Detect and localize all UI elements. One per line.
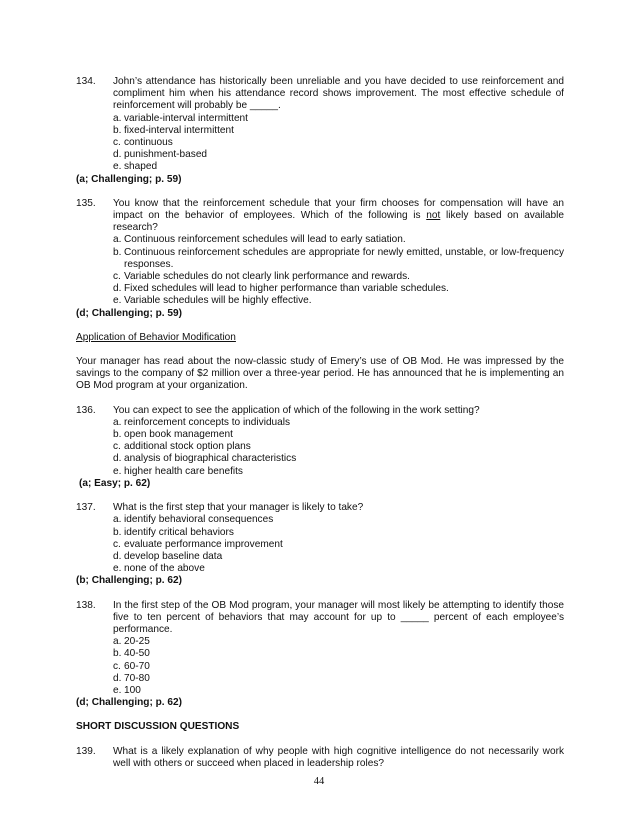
option-b [76,648,564,660]
option-text: fixed-interval intermittent [124,124,234,136]
option-letter: b. [113,648,122,660]
question-text-part: You know that the reinforcement schedule that your firm chooses for compensation will have an impact on the behavior of employees. Which of the following is [113,197,564,222]
option-text: variable-interval intermittent [124,112,248,124]
option-a [76,514,564,526]
question-number: 135. [76,197,96,209]
option-e [76,295,564,307]
option-b [76,429,564,441]
option-d [76,551,564,563]
option-text: continuous [124,137,173,149]
option-letter: e. [113,563,122,575]
emphasized-word: not [426,210,441,222]
question-text: What is a likely explanation of why people with high cognitive intelligence do not necessarily work well with others or succeed when placed in leadership roles? [113,745,564,769]
option-letter: a. [113,234,122,246]
question-text: What is the first step that your manager is likely to take? [113,502,364,514]
answer-key: (d; Challenging; p. 59) [76,307,182,319]
option-text: Fixed schedules will lead to higher performance than variable schedules. [124,283,449,295]
section-heading: Application of Behavior Modification [76,331,236,343]
option-text: 70-80 [124,672,150,684]
question-135 [76,198,564,235]
question-text: In the first step of the OB Mod program, your manager will most likely be attempting to identify those five to ten percent of behaviors that may account for up to _____ percent of each employee’s performance. [113,599,564,635]
option-text: Variable schedules do not clearly link performance and rewards. [124,271,410,283]
question-number: 137. [76,502,96,514]
question-number: 139. [76,745,96,757]
option-c [76,441,564,453]
question-139 [76,746,564,770]
option-letter: a. [113,112,122,124]
option-text: identify critical behaviors [124,526,234,538]
question-number: 136. [76,404,96,416]
page-content [76,76,564,770]
answer-key: (d; Challenging; p. 62) [76,697,182,709]
option-letter: b. [113,526,122,538]
option-a [76,113,564,125]
question-number: 134. [76,76,96,87]
option-d [76,149,564,161]
scenario-paragraph: Your manager has read about the now-classic study of Emery’s use of OB Mod. He was impressed by the savings to the company of $2 million over a three-year period. He has announced that he is implementing an OB Mod program at your organization. [76,356,564,392]
option-letter: c. [113,441,121,453]
option-e [76,563,564,575]
option-letter: d. [113,550,122,562]
question-text [113,198,564,235]
option-letter: c. [113,538,121,550]
option-letter: b. [113,246,122,258]
option-text: Continuous reinforcement schedules are appropriate for newly emitted, unstable, or low-frequency responses. [124,246,564,270]
option-letter: a. [113,514,122,526]
option-letter: e. [113,465,122,477]
option-text: shaped [124,161,158,173]
option-letter: e. [113,295,122,307]
option-a [76,234,564,246]
option-a [76,417,564,429]
option-text: evaluate performance improvement [124,538,283,550]
option-letter: d. [113,283,122,295]
option-letter: c. [113,137,121,149]
question-137 [76,502,564,514]
option-b [76,527,564,539]
question-138 [76,600,564,637]
question-text: You can expect to see the application of which of the following in the work setting? [113,404,480,416]
option-letter: b. [113,429,122,441]
option-letter: d. [113,149,122,161]
option-letter: e. [113,161,122,173]
answer-key: (a; Challenging; p. 59) [76,173,182,185]
option-text: develop baseline data [124,550,223,562]
option-d [76,673,564,685]
option-text: Variable schedules will be highly effective. [124,295,312,307]
option-text: higher health care benefits [124,465,243,477]
answer-key: (b; Challenging; p. 62) [76,575,182,587]
option-text: 40-50 [124,648,150,660]
answer-key: (a; Easy; p. 62) [79,477,151,489]
option-e [76,466,564,478]
option-e [76,161,564,173]
question-text-part: likely based on available research? [113,210,564,234]
option-a [76,636,564,648]
option-letter: d. [113,672,122,684]
option-text: additional stock option plans [124,441,251,453]
option-text: 20-25 [124,636,150,648]
option-letter: b. [113,124,122,136]
option-text: 100 [124,684,141,696]
option-text: 60-70 [124,660,150,672]
option-c [76,137,564,149]
option-b [76,247,564,271]
option-letter: c. [113,271,121,283]
question-136 [76,405,564,417]
option-e [76,685,564,697]
option-text: open book management [124,429,233,441]
option-d [76,453,564,465]
option-letter: e. [113,684,122,696]
short-discussion-heading: SHORT DISCUSSION QUESTIONS [76,721,240,733]
option-text: analysis of biographical characteristics [124,453,297,465]
option-c [76,539,564,551]
option-letter: d. [113,453,122,465]
question-number: 138. [76,599,96,611]
option-b [76,125,564,137]
option-letter: a. [113,416,122,428]
option-d [76,283,564,295]
option-text: none of the above [124,563,205,575]
question-text: John’s attendance has historically been unreliable and you have decided to use reinforcement and compliment him when his attendance record shows improvement. The most effective schedule of reinforcement will probably be _____. [113,76,564,112]
option-text: punishment-based [124,149,208,161]
question-134 [76,76,564,113]
option-letter: a. [113,636,122,648]
page-number: 44 [313,776,325,787]
option-letter: c. [113,660,121,672]
option-c [76,661,564,673]
option-text: reinforcement concepts to individuals [124,416,291,428]
option-text: Continuous reinforcement schedules will lead to early satiation. [124,234,406,246]
option-c [76,271,564,283]
option-text: identify behavioral consequences [124,514,274,526]
